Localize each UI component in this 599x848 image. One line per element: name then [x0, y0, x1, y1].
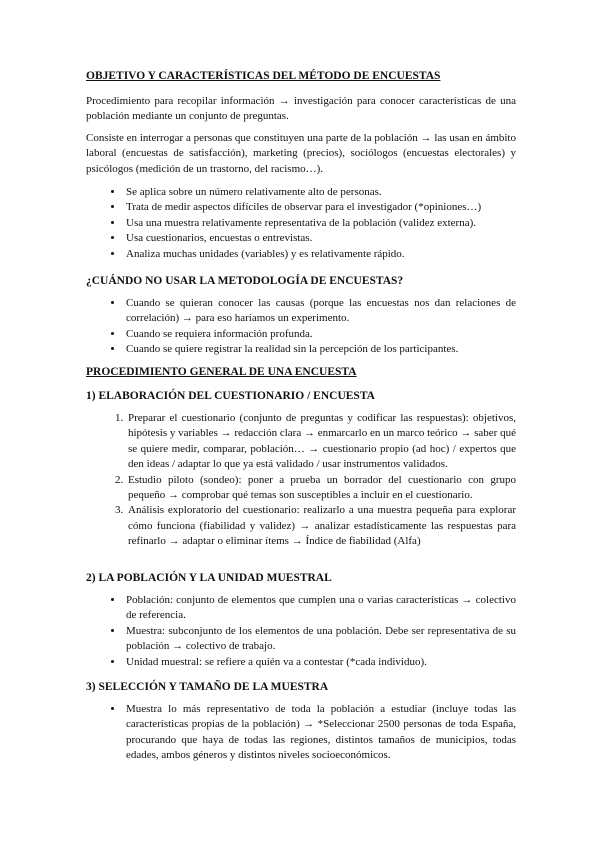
list-item: • Analiza muchas unidades (variables) y es relativamente rápido. [124, 247, 516, 262]
list-item: 3. Análisis exploratorio del cuestionario: realizarlo a una muestra pequeña para explorar cómo funciona (fiabilidad y validez) → analizar estadísticamente las respuestas para refinarlo → adaptar o eliminar ítems → Índice de fiabilidad (Alfa) [126, 503, 516, 549]
list-item: • Muestra: subconjunto de los elementos de una población. Debe ser representativa de su población → colectivo de trabajo. [124, 624, 516, 655]
population-list [86, 593, 516, 670]
list-item: • Unidad muestral: se refiere a quién va a contestar (*cada individuo). [124, 655, 516, 670]
intro-section-2 [86, 131, 516, 177]
list-item: • Cuando se quieran conocer las causas (porque las encuestas nos dan relaciones de correlación) → para eso haríamos un experimento. [124, 296, 516, 327]
section-heading-procedure: PROCEDIMIENTO GENERAL DE UNA ENCUESTA [86, 366, 357, 378]
list-item: • Se aplica sobre un número relativamente alto de personas. [124, 185, 516, 200]
features-list [86, 185, 516, 262]
sample-list [86, 702, 516, 764]
list-item: • Usa una muestra relativamente representativa de la población (validez externa). [124, 216, 516, 231]
section-heading-step2: 2) LA POBLACIÓN Y LA UNIDAD MUESTRAL [86, 572, 332, 584]
when-not-list [86, 296, 516, 358]
list-item: • Cuando se quiere registrar la realidad sin la percepción de los participantes. [124, 342, 516, 357]
section-heading-when-not: ¿CUÁNDO NO USAR LA METODOLOGÍA DE ENCUESTAS? [86, 275, 404, 287]
list-item: • Trata de medir aspectos difíciles de observar para el investigador (*opiniones…) [124, 200, 516, 215]
intro-paragraph-1: Procedimiento para recopilar información → investigación para conocer características de una población mediante un conjunto de preguntas. [86, 95, 516, 123]
intro-paragraph-2: Consiste en interrogar a personas que constituyen una parte de la población → las usan en ámbito laboral (encuestas de satisfacción), marketing (precios), sociólogos (encuestas electorales) y psicólogos (medición de un trastorno, del racismo…). [86, 132, 516, 175]
steps-list [86, 411, 516, 550]
page-title: OBJETIVO Y CARACTERÍSTICAS DEL MÉTODO DE ENCUESTAS [86, 70, 441, 82]
intro-section [86, 94, 516, 125]
list-item: • Población: conjunto de elementos que cumplen una o varias características → colectivo de referencia. [124, 593, 516, 624]
list-item: • Cuando se requiera información profunda. [124, 327, 516, 342]
list-item: • Usa cuestionarios, encuestas o entrevistas. [124, 231, 516, 246]
section-heading-step1: 1) ELABORACIÓN DEL CUESTIONARIO / ENCUESTA [86, 390, 375, 402]
section-heading-step3: 3) SELECCIÓN Y TAMAÑO DE LA MUESTRA [86, 681, 329, 693]
list-item: • Muestra lo más representativo de toda la población a estudiar (incluye todas las características propias de la población) → *Seleccionar 2500 personas de toda España, procurando que haya de todas las regiones, distintos tamaños de municipios, todas edades, ambos géneros y distintos niveles socioeconómicos. [124, 702, 516, 764]
list-item: 2. Estudio piloto (sondeo): poner a prueba un borrador del cuestionario con grupo pequeño → comprobar qué temas son susceptibles a incluir en el cuestionario. [126, 473, 516, 504]
list-item: 1. Preparar el cuestionario (conjunto de preguntas y codificar las respuestas): objetivos, hipótesis y variables → redacción clara → enmarcarlo en un marco teórico → saber qué se quiere medir, comparar, población… → cuestionario propio (ad hoc) / expertos que den ideas / adaptar lo que ya está validado / usar instrumentos validados. [126, 411, 516, 473]
